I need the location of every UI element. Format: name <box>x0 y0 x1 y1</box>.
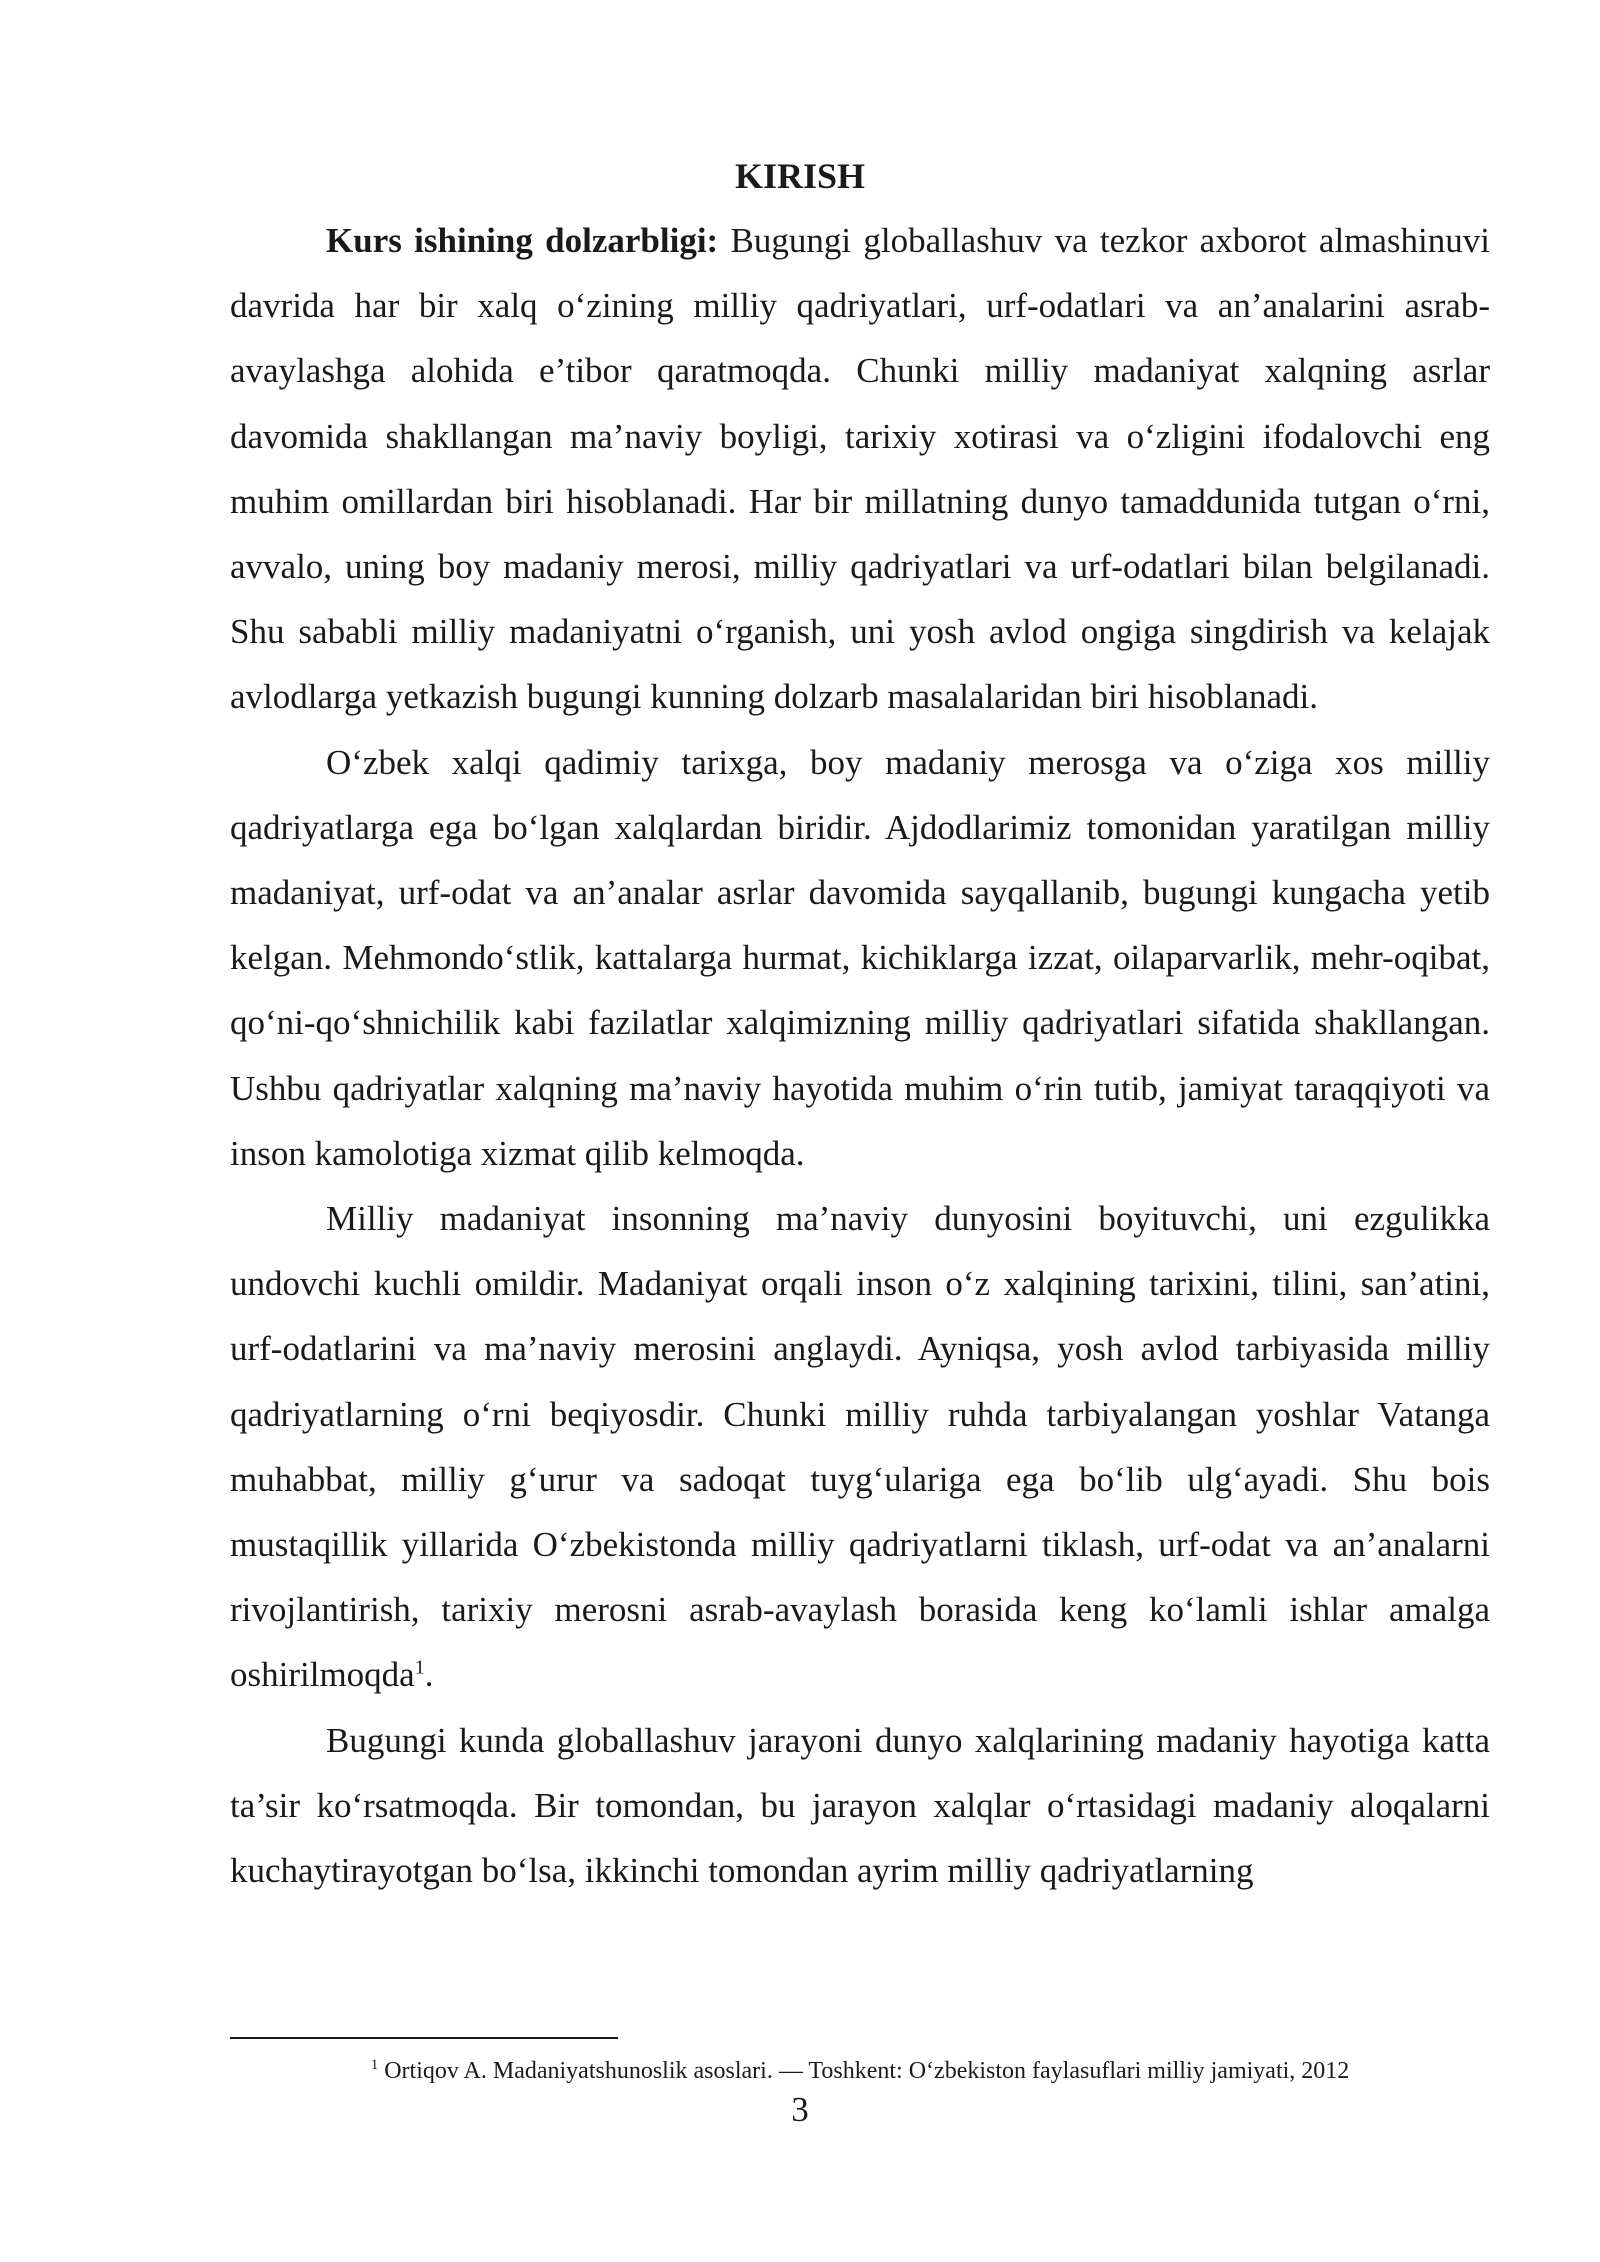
paragraph-national-culture <box>230 1186 1490 1708</box>
page-number: 3 <box>791 2090 809 2129</box>
paragraph-text: Bugungi globallashuv va tezkor axborot almashinuvi davrida har bir xalq o‘zining milliy qadriyatlari, urf-odatlari va an’analarini asrab-avaylashga alohida e’tibor qaratmoqda. Chunki milliy madaniyat xalqning asrlar davomida shakllangan ma’naviy boyligi, tarixiy xotirasi va o‘zligini ifodalovchi eng muhim omillardan biri hisoblanadi. Har bir millatning dunyo tamaddunida tutgan o‘rni, avvalo, uning boy madaniy merosi, milliy qadriyatlari va urf-odatlari bilan belgilanadi. Shu sababli milliy madaniyatni o‘rganish, uni yosh avlod ongiga singdirish va kelajak avlodlarga yetkazish bugungi kunning dolzarb masalalaridan biri hisoblanadi. <box>230 221 1490 717</box>
footnote-separator <box>230 2037 618 2039</box>
paragraph-text: Bugungi kunda globallashuv jarayoni dunyo xalqlarining madaniy hayotiga katta ta’sir ko‘rsatmoqda. Bir tomondan, bu jarayon xalqlar o‘rtasidagi madaniy aloqalarni kuchaytirayotgan bo‘lsa, ikkinchi tomondan ayrim milliy qadriyatlarning <box>230 1720 1490 1891</box>
section-title: KIRISH <box>734 156 866 196</box>
footnote <box>230 2053 1490 2089</box>
paragraph-tail: . <box>424 1655 434 1695</box>
footnote-marker: 1 <box>370 2057 379 2073</box>
body-text <box>230 208 1490 1903</box>
footnote-reference[interactable]: 1 <box>414 1656 425 1679</box>
paragraph-globalization <box>230 1708 1490 1904</box>
footnote-text: Ortiqov A. Madaniyatshunoslik asoslari. — Toshkent: O‘zbekiston faylasuflari milliy jamiyati, 2012 <box>378 2058 1350 2084</box>
paragraph-lead: Kurs ishining dolzarbligi: <box>326 221 719 260</box>
paragraph-text: O‘zbek xalqi qadimiy tarixga, boy madaniy merosga va o‘ziga xos milliy qadriyatlarga ega bo‘lgan xalqlardan biridir. Ajdodlarimiz tomonidan yaratilgan milliy madaniyat, urf-odat va an’analar asrlar davomida sayqallanib, bugungi kungacha yetib kelgan. Mehmondo‘stlik, kattalarga hurmat, kichiklarga izzat, oilaparvarlik, mehr-oqibat, qo‘ni-qo‘shnichilik kabi fazilatlar xalqimizning milliy qadriyatlari sifatida shakllangan. Ushbu qadriyatlar xalqning ma’naviy hayotida muhim o‘rin tutib, jamiyat taraqqiyoti va inson kamolotiga xizmat qilib kelmoqda. <box>230 742 1490 1173</box>
paragraph-text: Milliy madaniyat insonning ma’naviy dunyosini boyituvchi, uni ezgulikka undovchi kuchli omildir. Madaniyat orqali inson o‘z xalqining tarixini, tilini, san’atini, urf-odatlarini va ma’naviy merosini anglaydi. Ayniqsa, yosh avlod tarbiyasida milliy qadriyatlarning o‘rni beqiyosdir. Chunki milliy ruhda tarbiyalangan yoshlar Vatanga muhabbat, milliy g‘urur va sadoqat tuyg‘ulariga ega bo‘lib ulg‘ayadi. Shu bois mustaqillik yillarida O‘zbekistonda milliy qadriyatlarni tiklash, urf-odat va an’analarni rivojlantirish, tarixiy merosni asrab-avaylash borasida keng ko‘lamli ishlar amalga oshirilmoqda <box>230 1199 1490 1695</box>
paragraph-uzbek-heritage <box>230 730 1490 1186</box>
paragraph-relevance <box>230 208 1490 730</box>
